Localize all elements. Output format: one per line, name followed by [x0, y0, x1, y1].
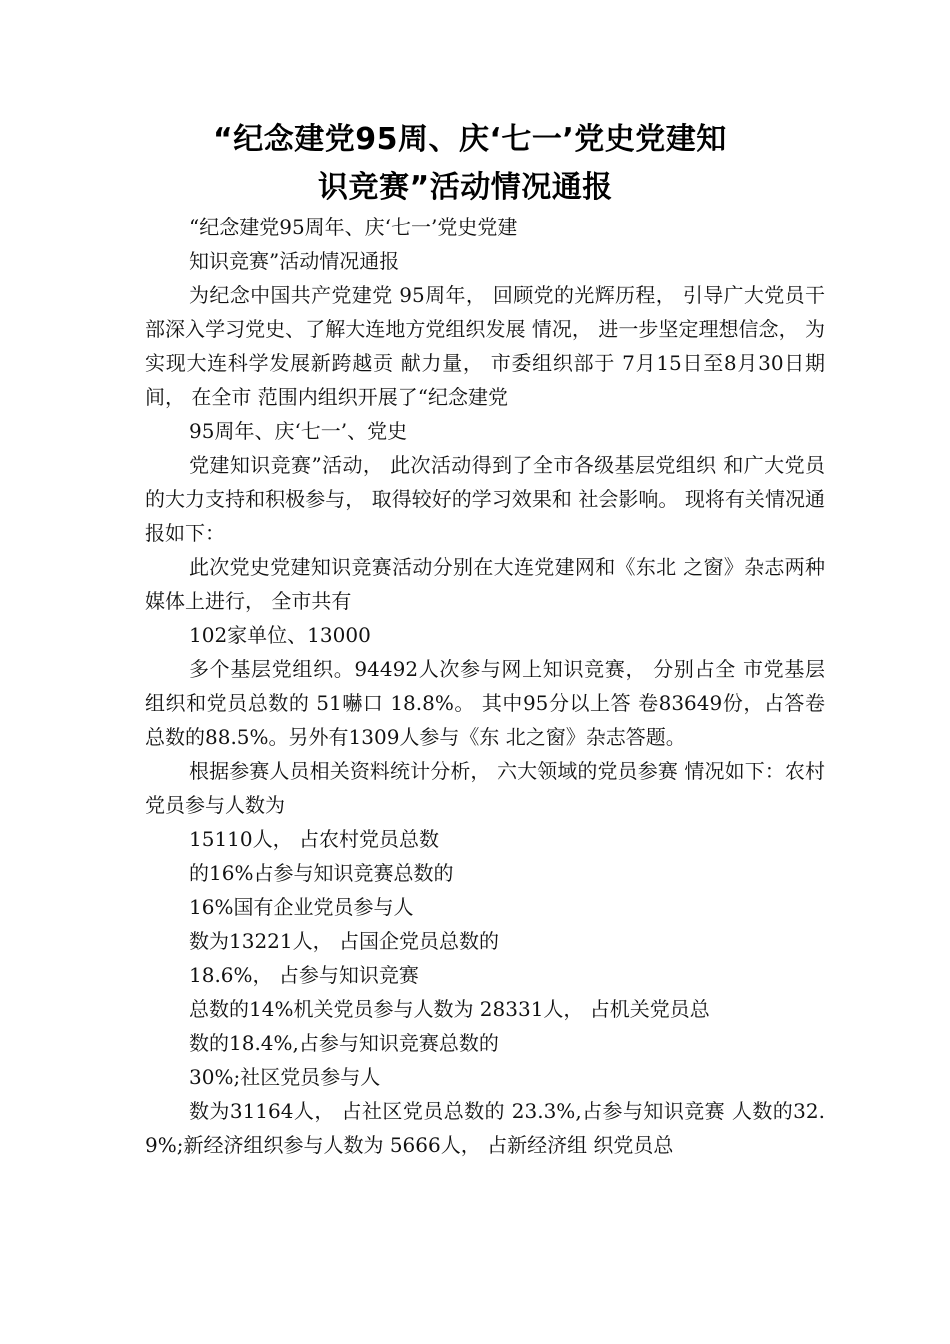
body-paragraph: 18.6%， 占参与知识竞赛: [189, 963, 419, 987]
body-paragraph: 知识竞赛”活动情况通报: [189, 249, 400, 273]
body-paragraph: 95周年、庆‘七一’、党史: [189, 419, 408, 443]
body-paragraph: 数为31164人， 占社区党员总数的 23.3%,占参与知识竞赛 人数的32.9%;新经济组织参与人数为 5666人， 占新经济组 织党员总: [145, 1099, 825, 1157]
body-paragraph: 总数的14%机关党员参与人数为 28331人， 占机关党员总: [189, 997, 710, 1021]
body-paragraph: 数为13221人， 占国企党员总数的: [189, 929, 499, 953]
document-body: [145, 210, 825, 1162]
body-paragraph: 的16%占参与知识竞赛总数的: [189, 861, 454, 885]
body-paragraph: 数的18.4%,占参与知识竞赛总数的: [189, 1031, 499, 1055]
body-paragraph: 15110人， 占农村党员总数: [189, 827, 439, 851]
document-title-line-1: “纪念建党95周、庆‘七一’党史党建知: [213, 122, 727, 157]
body-paragraph: 为纪念中国共产党建党 95周年， 回顾党的光辉历程， 引导广大党员干部深入学习党史、了解大连地方党组织发展 情况， 进一步坚定理想信念， 为实现大连科学发展新跨越贡 献力量， 市委组织部于 7月15日至8月30日期间， 在全市 范围内组织开展了“纪念建党: [145, 283, 825, 409]
body-paragraph: 党建知识竞赛”活动， 此次活动得到了全市各级基层党组织 和广大党员的大力支持和积极参与， 取得较好的学习效果和 社会影响。 现将有关情况通报如下：: [145, 453, 825, 545]
body-paragraph: “纪念建党95周年、庆‘七一’党史党建: [189, 215, 518, 239]
document-title-line-2: 识竞赛”活动情况通报: [318, 170, 613, 205]
body-paragraph: 16%国有企业党员参与人: [189, 895, 414, 919]
body-paragraph: 此次党史党建知识竞赛活动分别在大连党建网和《东北 之窗》杂志两种媒体上进行， 全市共有: [145, 555, 825, 613]
body-paragraph: 102家单位、13000: [189, 623, 371, 647]
body-paragraph: 根据参赛人员相关资料统计分析， 六大领域的党员参赛 情况如下：农村党员参与人数为: [145, 759, 825, 817]
body-paragraph: 多个基层党组织。94492人次参与网上知识竞赛， 分别占全 市党基层组织和党员总数的 51嚇口 18.8%。 其中95分以上答 卷83649份，占答卷总数的88.5%。另外有1309人参与《东 北之窗》杂志答题。: [145, 657, 825, 749]
body-paragraph: 30%;社区党员参与人: [189, 1065, 381, 1089]
